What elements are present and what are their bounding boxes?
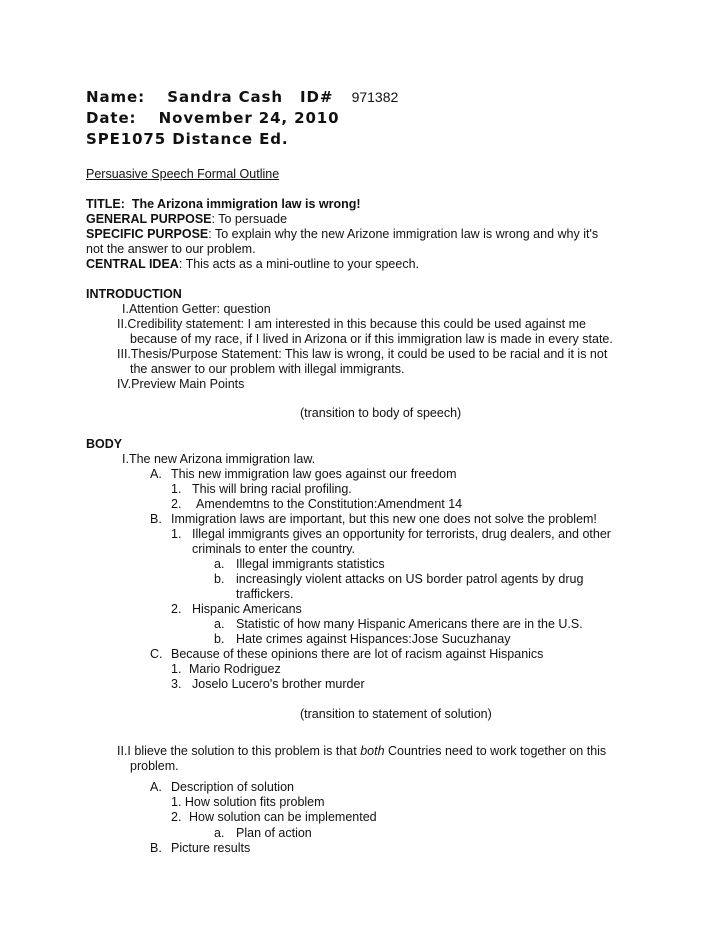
body-b2b-text: Hate crimes against Hispances:Jose Sucuzhanay bbox=[236, 632, 511, 646]
title-label: TITLE bbox=[86, 197, 121, 211]
body-b1a-text: Illegal immigrants statistics bbox=[236, 557, 385, 571]
body-b2a-text: Statistic of how many Hispanic Americans there are in the U.S. bbox=[236, 617, 583, 631]
body-iia1: 1. How solution fits problem bbox=[171, 795, 325, 809]
body-b2-text: Hispanic Americans bbox=[192, 602, 302, 616]
body-iia2-text: How solution can be implemented bbox=[189, 810, 377, 824]
body-c3-num: 3. bbox=[171, 677, 182, 691]
date-label: Date: bbox=[86, 109, 137, 127]
title-value: The Arizona immigration law is wrong! bbox=[131, 197, 361, 211]
date-value: November 24, 2010 bbox=[158, 109, 340, 127]
body-transition: (transition to statement of solution) bbox=[300, 707, 492, 721]
body-iia-text: Description of solution bbox=[171, 780, 294, 794]
body-iia2-num: 2. bbox=[171, 810, 182, 824]
body-iia-num: A. bbox=[150, 780, 162, 794]
intro-item-3: III.Thesis/Purpose Statement: This law is wrong, it could be used to be racial and it is not bbox=[117, 347, 608, 361]
body-b1-num: 1. bbox=[171, 527, 182, 541]
id-value: 971382 bbox=[351, 89, 399, 105]
intro-transition: (transition to body of speech) bbox=[300, 406, 462, 420]
body-b2b-num: b. bbox=[214, 632, 225, 646]
intro-item-1: I.Attention Getter: question bbox=[122, 302, 271, 316]
course-line: SPE1075 Distance Ed. bbox=[86, 130, 289, 148]
specific-purpose-value: : To explain why the new Arizone immigration law is wrong and why it's bbox=[208, 227, 599, 241]
body-b1-text: Illegal immigrants gives an opportunity for terrorists, drug dealers, and other bbox=[192, 527, 611, 541]
general-purpose-value: : To persuade bbox=[211, 212, 288, 226]
body-iia2a-text: Plan of action bbox=[236, 826, 312, 840]
body-b1-cont: criminals to enter the country. bbox=[192, 542, 356, 556]
date-line bbox=[86, 109, 340, 127]
body-a1-num: 1. bbox=[171, 482, 182, 496]
body-main-point-1: I.The new Arizona immigration law. bbox=[122, 452, 316, 466]
intro-item-3-cont: the answer to our problem with illegal immigrants. bbox=[130, 362, 405, 376]
body-heading: BODY bbox=[86, 437, 123, 451]
body-subpoint-a: A. bbox=[150, 467, 162, 481]
id-field bbox=[300, 88, 398, 106]
intro-item-4: IV.Preview Main Points bbox=[117, 377, 245, 391]
body-subpoint-b-text: Immigration laws are important, but this new one does not solve the problem! bbox=[171, 512, 597, 526]
general-purpose-line bbox=[86, 212, 287, 227]
body-subpoint-a-text: This new immigration law goes against our freedom bbox=[171, 467, 457, 481]
body-iia2a-num: a. bbox=[214, 826, 225, 840]
specific-purpose-cont: not the answer to our problem. bbox=[86, 242, 256, 256]
central-idea-label: CENTRAL IDEA bbox=[86, 257, 179, 271]
body-b1b-num: b. bbox=[214, 572, 225, 586]
specific-purpose-label: SPECIFIC PURPOSE bbox=[86, 227, 209, 241]
body-subpoint-c-text: Because of these opinions there are lot of racism against Hispanics bbox=[171, 647, 544, 661]
body-subpoint-c: C. bbox=[150, 647, 163, 661]
body-b1b-cont: traffickers. bbox=[236, 587, 294, 601]
central-idea-line bbox=[86, 257, 419, 272]
body-c3-text: Joselo Lucero's brother murder bbox=[192, 677, 365, 691]
central-idea-value: : This acts as a mini-outline to your speech. bbox=[178, 257, 420, 271]
body-b2a-num: a. bbox=[214, 617, 225, 631]
general-purpose-label: GENERAL PURPOSE bbox=[86, 212, 212, 226]
body-a2-num: 2. bbox=[171, 497, 182, 511]
body-main-point-2: II.I blieve the solution to this problem is that both Countries need to work together on this bbox=[117, 744, 607, 758]
body-subpoint-b: B. bbox=[150, 512, 162, 526]
body-c1-text: Mario Rodriguez bbox=[189, 662, 281, 676]
intro-item-2: II.Credibility statement: I am interested in this because this could be used against me bbox=[117, 317, 586, 331]
id-label: ID# bbox=[300, 88, 334, 106]
body-b1b-text: increasingly violent attacks on US border patrol agents by drug bbox=[236, 572, 584, 586]
name-line bbox=[86, 88, 283, 106]
document-title: Persuasive Speech Formal Outline bbox=[86, 167, 280, 181]
title-line: TITLE: The Arizona immigration law is wrong! bbox=[86, 197, 361, 211]
body-b1a-num: a. bbox=[214, 557, 225, 571]
introduction-heading: INTRODUCTION bbox=[86, 287, 182, 301]
body-iib-num: B. bbox=[150, 841, 162, 855]
intro-item-2-cont: because of my race, if I lived in Arizona or if this immigration law is made in every state. bbox=[130, 332, 613, 346]
body-b2-num: 2. bbox=[171, 602, 182, 616]
body-main-point-2-cont: problem. bbox=[130, 759, 179, 773]
name-value: Sandra Cash bbox=[167, 88, 283, 106]
specific-purpose-line bbox=[86, 227, 598, 242]
body-a2-text: Amendemtns to the Constitution:Amendment 14 bbox=[196, 497, 463, 511]
body-a1-text: This will bring racial profiling. bbox=[192, 482, 352, 496]
body-c1-num: 1. bbox=[171, 662, 182, 676]
name-label: Name: bbox=[86, 88, 145, 106]
body-iib-text: Picture results bbox=[171, 841, 251, 855]
